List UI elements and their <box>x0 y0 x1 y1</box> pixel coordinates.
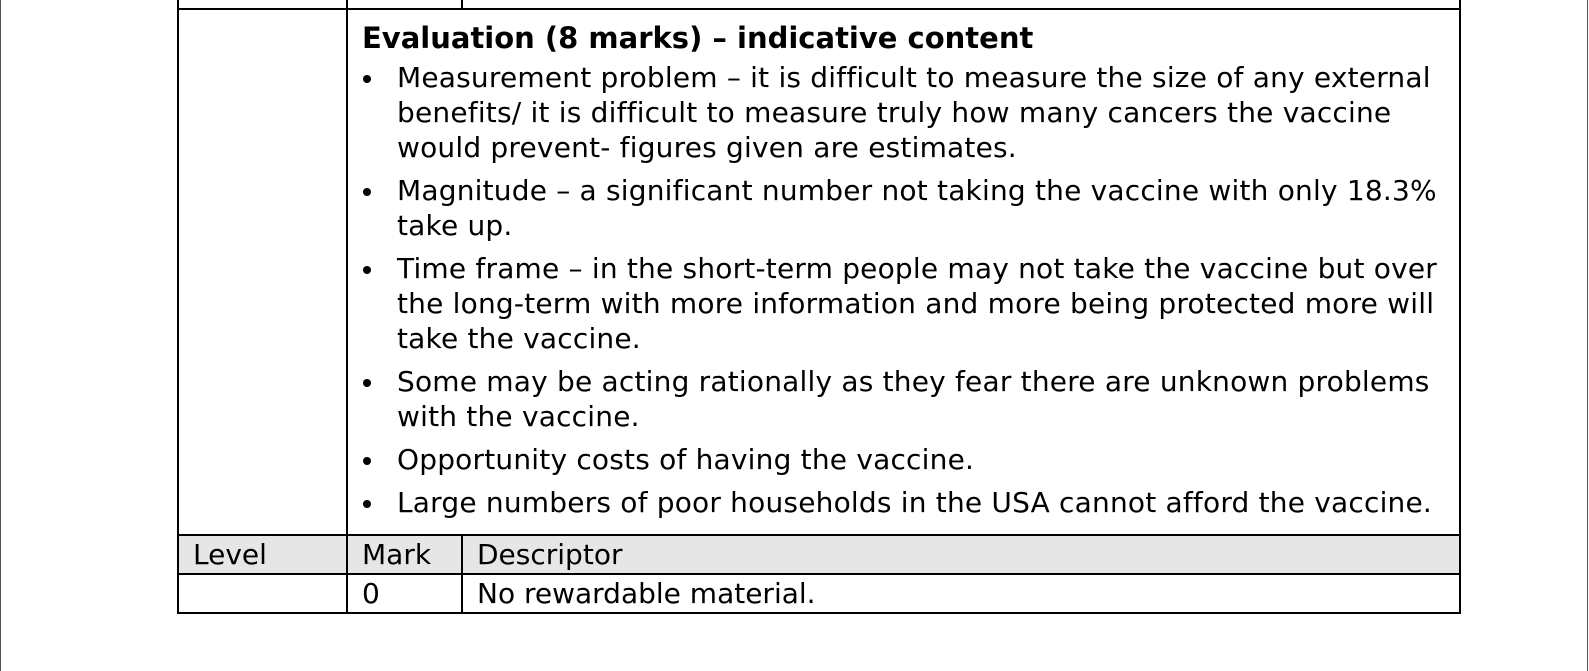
evaluation-content-cell <box>347 9 1460 535</box>
evaluation-heading: Evaluation (8 marks) – indicative content <box>362 21 1034 55</box>
stub-cell-mark <box>347 0 462 9</box>
levels-header-row <box>178 535 1460 574</box>
header-level: Level <box>178 535 347 574</box>
bullet-icon <box>363 457 371 465</box>
header-descriptor: Descriptor <box>462 535 1460 574</box>
bullet-opportunity-costs <box>362 442 1445 477</box>
bullet-acting-rationally <box>362 364 1445 434</box>
bullet-poor-households <box>362 485 1445 520</box>
bullet-text: Some may be acting rationally as they fear there are unknown problems with the vaccine. <box>397 365 1430 433</box>
bullet-time-frame <box>362 251 1445 356</box>
bullet-text: Magnitude – a significant number not taking the vaccine with only 18.3% take up. <box>397 174 1437 242</box>
bullet-icon <box>363 500 371 508</box>
cell-mark: 0 <box>347 574 462 613</box>
bullet-text: Measurement problem – it is difficult to measure the size of any external benefits/ it is difficult to measure truly how many cancers the vaccine would prevent- figures given are estimates. <box>397 61 1431 164</box>
bullet-text: Opportunity costs of having the vaccine. <box>397 443 975 476</box>
bullet-text: Time frame – in the short-term people may not take the vaccine but over the long-term with more information and more being protected more will take the vaccine. <box>397 252 1438 355</box>
page-edge-right <box>1587 0 1588 671</box>
evaluation-level-cell <box>178 9 347 535</box>
bullet-text: Large numbers of poor households in the USA cannot afford the vaccine. <box>397 486 1433 519</box>
table-row <box>178 574 1460 613</box>
header-mark: Mark <box>347 535 462 574</box>
bullet-icon <box>363 266 371 274</box>
bullet-icon <box>363 379 371 387</box>
stub-cell-descriptor <box>462 0 1460 9</box>
bullet-icon <box>363 75 371 83</box>
bullet-measurement-problem <box>362 60 1445 165</box>
cell-level <box>178 574 347 613</box>
bullet-magnitude <box>362 173 1445 243</box>
page-edge-left <box>0 0 1 671</box>
evaluation-bullet-list <box>362 60 1445 520</box>
cell-descriptor: No rewardable material. <box>462 574 1460 613</box>
evaluation-row <box>178 9 1460 535</box>
bullet-icon <box>363 188 371 196</box>
previous-row-stub <box>178 0 1460 9</box>
stub-cell-level <box>178 0 347 9</box>
mark-scheme-table <box>177 0 1461 614</box>
